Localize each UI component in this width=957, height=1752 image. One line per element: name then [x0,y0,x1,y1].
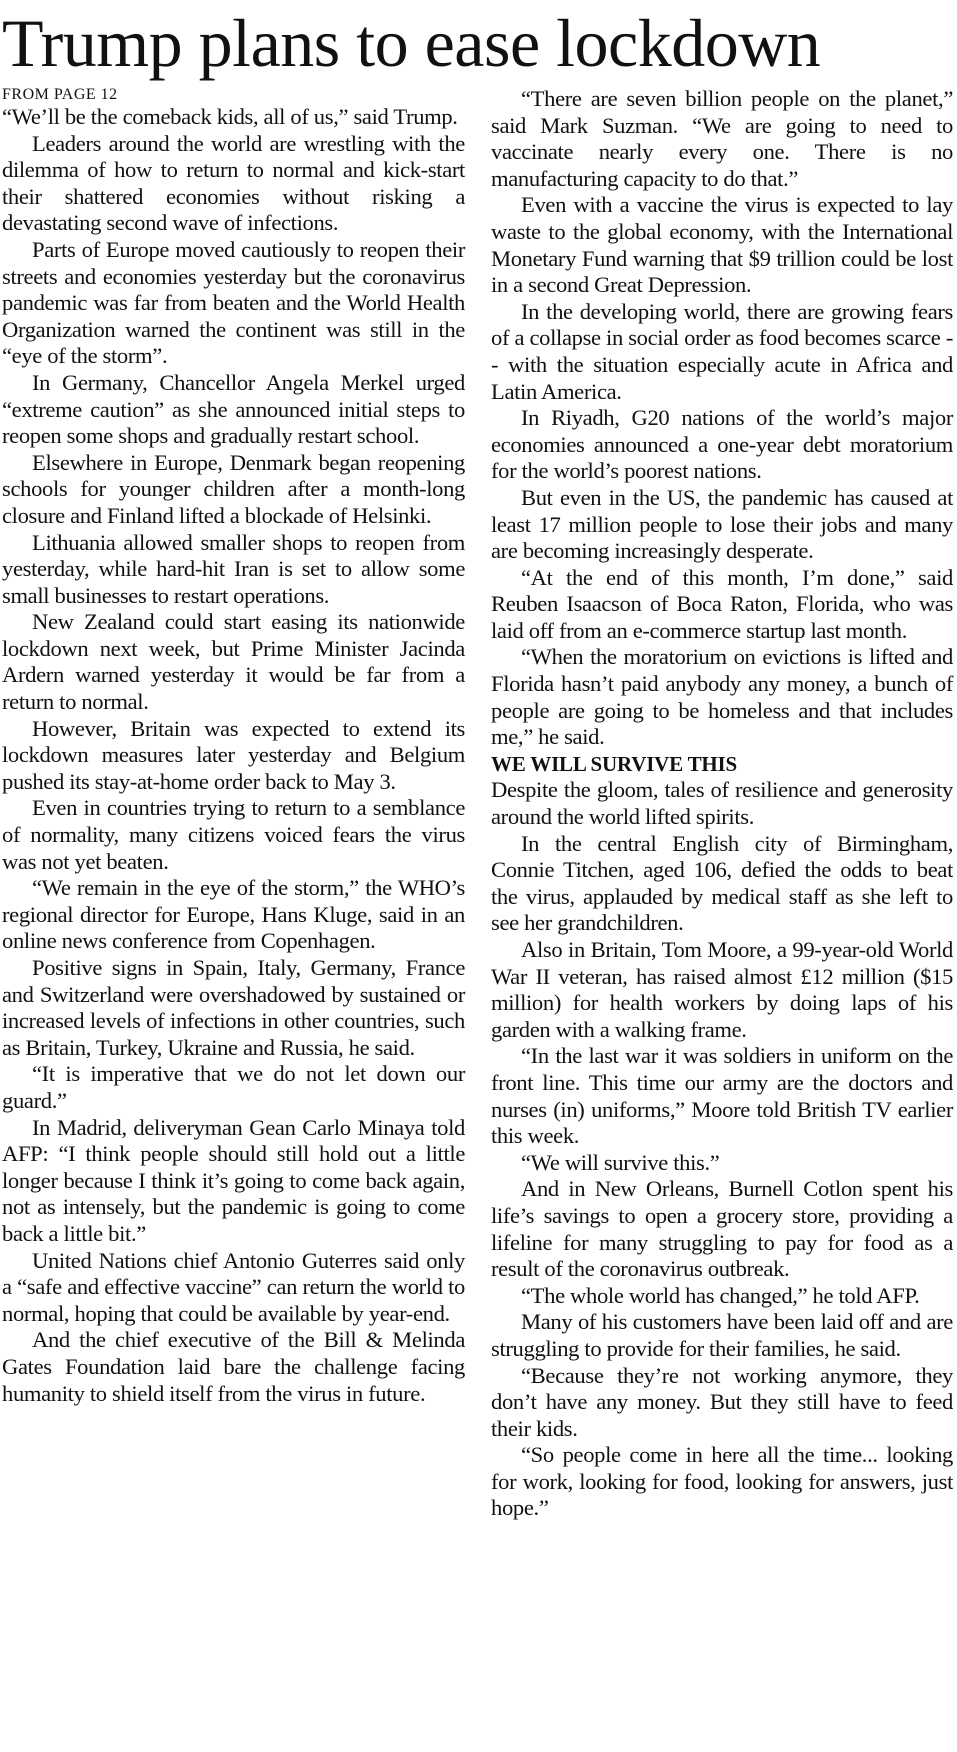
paragraph: “So people come in here all the time... looking for work, looking for food, looking for answers, just hope.” [491,1442,953,1521]
paragraph: “We will survive this.” [521,1149,720,1175]
paragraph: Leaders around the world are wrestling with the dilemma of how to return to normal and kick-start their shattered economies without risking a devastating second wave of infections. [2,130,465,236]
paragraph: “There are seven billion people on the planet,” said Mark Suzman. “We are going to need to vaccinate nearly every one. There is no manufacturing capacity to do that.” [491,86,953,191]
paragraph: In Riyadh, G20 nations of the world’s major economies announced a one-year debt moratorium for the world’s poorest nations. [491,405,953,484]
paragraph: United Nations chief Antonio Guterres said only a “safe and effective vaccine” can return the world to normal, hoping that could be available by year-end. [2,1247,465,1326]
paragraph: And in New Orleans, Burnell Cotlon spent his life’s savings to open a grocery store, providing a lifeline for many struggling to pay for food as a result of the coronavirus outbreak. [491,1176,953,1282]
right-column [491,86,953,1522]
paragraph: New Zealand could start easing its nationwide lockdown next week, but Prime Minister Jacinda Ardern warned yesterday it would be far from a return to normal. [2,609,465,715]
headline: Trump plans to ease lockdown [2,5,821,81]
paragraph: But even in the US, the pandemic has caused at least 17 million people to lose their jobs and many are becoming increasingly desperate. [491,484,953,564]
paragraph: “In the last war it was soldiers in uniform on the front line. This time our army are the doctors and nurses (in) uniforms,” Moore told British TV earlier this week. [491,1043,953,1149]
paragraph: In Madrid, deliveryman Gean Carlo Minaya told AFP: “I think people should still hold out a little longer because I think it’s going to come back again, not as intensely, but the pandemic is going to come back a little bit.” [2,1114,465,1246]
paragraph: Even in countries trying to return to a semblance of normality, many citizens voiced fears the virus was not yet beaten. [2,795,465,874]
paragraph: “The whole world has changed,” he told AFP. [521,1282,920,1308]
paragraph: Despite the gloom, tales of resilience and generosity around the world lifted spirits. [491,777,953,830]
paragraph: Parts of Europe moved cautiously to reopen their streets and economies yesterday but the coronavirus pandemic was far from beaten and the World Health Organization warned the continent was still in the “eye of the storm”. [2,236,465,369]
continued-from-label: FROM PAGE 12 [2,86,118,103]
paragraph: In the central English city of Birmingham, Connie Titchen, aged 106, defied the odds to beat the virus, applauded by medical staff as she left to see her grandchildren. [491,830,953,936]
paragraph: “We’ll be the comeback kids, all of us,” said Trump. [2,104,458,129]
paragraph: “When the moratorium on evictions is lifted and Florida hasn’t paid anybody any money, a bunch of people are going to be homeless and that includes me,” he said. [491,644,953,750]
article-columns [2,86,957,1522]
paragraph: Many of his customers have been laid off and are struggling to provide for their families, he said. [491,1309,953,1361]
paragraph: Positive signs in Spain, Italy, Germany, France and Switzerland were overshadowed by sustained or increased levels of infections in other countries, such as Britain, Turkey, Ukraine and Russia, he said. [2,955,465,1060]
section-subhead: WE WILL SURVIVE THIS [491,751,738,776]
paragraph: In the developing world, there are growing fears of a collapse in social order as food becomes scarce -- with the situation especially acute in Africa and Latin America. [491,298,953,404]
paragraph: Lithuania allowed smaller shops to reopen from yesterday, while hard-hit Iran is set to allow some small businesses to restart operations. [2,529,465,608]
paragraph: Elsewhere in Europe, Denmark began reopening schools for younger children after a month-long closure and Finland lifted a blockade of Helsinki. [2,449,465,528]
paragraph: Also in Britain, Tom Moore, a 99-year-old World War II veteran, has raised almost £12 million ($15 million) for health workers by doing laps of his garden with a walking frame. [491,937,953,1042]
paragraph: “At the end of this month, I’m done,” said Reuben Isaacson of Boca Raton, Florida, who was laid off from an e-commerce startup last month. [491,564,953,643]
left-column [2,86,465,1522]
paragraph: Even with a vaccine the virus is expected to lay waste to the global economy, with the International Monetary Fund warning that $9 trillion could be lost in a second Great Depression. [491,192,953,298]
paragraph: “Because they’re not working anymore, they don’t have any money. But they still have to feed their kids. [491,1362,953,1441]
paragraph: “It is imperative that we do not let down our guard.” [2,1061,465,1113]
paragraph: “We remain in the eye of the storm,” the WHO’s regional director for Europe, Hans Kluge, said in an online news conference from Copenhagen. [2,875,465,954]
paragraph: In Germany, Chancellor Angela Merkel urged “extreme caution” as she announced initial steps to reopen some shops and gradually restart school. [2,369,465,449]
paragraph: However, Britain was expected to extend its lockdown measures later yesterday and Belgium pushed its stay-at-home order back to May 3. [2,715,465,794]
paragraph: And the chief executive of the Bill & Melinda Gates Foundation laid bare the challenge facing humanity to shield itself from the virus in future. [2,1327,465,1406]
